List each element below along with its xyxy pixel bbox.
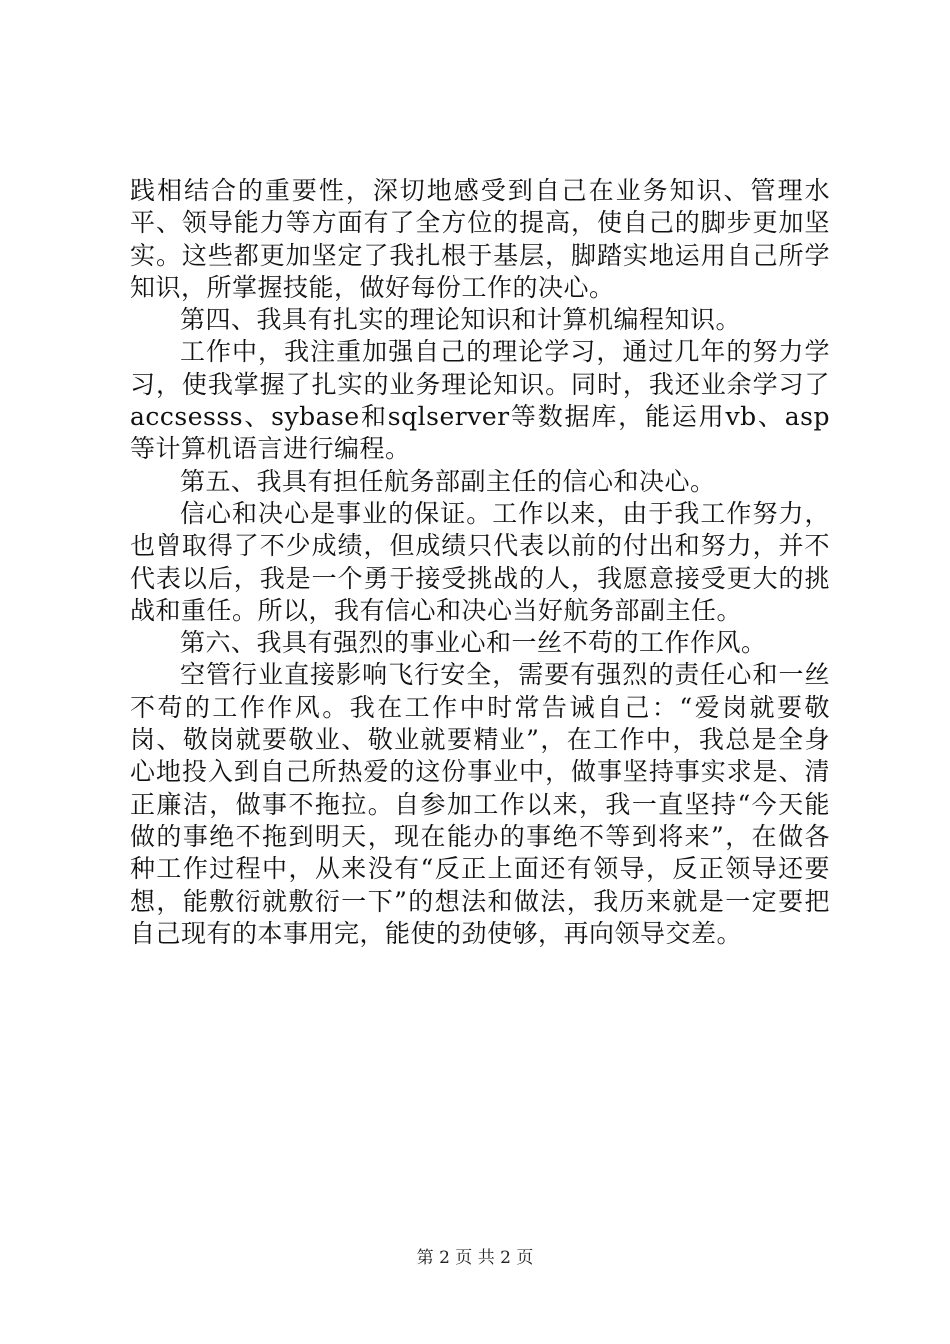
page-footer: 第 2 页 共 2 页	[416, 1248, 534, 1268]
paragraph-2-heading: 第四、我具有扎实的理论知识和计算机编程知识。	[180, 305, 742, 335]
paragraph-4-heading: 第五、我具有担任航务部副主任的信心和决心。	[180, 466, 716, 496]
paragraph-7: 空管行业直接影响飞行安全，需要有强烈的责任心和一丝不苟的工作作风。我在工作中时常告诫自己：“爱岗就要敬岗、敬岗就要敬业、敬业就要精业”，在工作中，我总是全身心地投入到自己所热爱的这份事业中，做事坚持事实求是、清正廉洁，做事不拖拉。自参加工作以来，我一直坚持“今天能做的事绝不拖到明天，现在能办的事绝不等到将来”，在做各种工作过程中，从来没有“反正上面还有领导，反正领导还要想，能敷衍就敷衍一下”的想法和做法，我历来就是一定要把自己现有的本事用完，能使的劲使够，再向领导交差。	[130, 660, 830, 948]
document-body	[130, 175, 830, 950]
paragraph-3: 工作中，我注重加强自己的理论学习，通过几年的努力学习，使我掌握了扎实的业务理论知识。同时，我还业余学习了accsesss、sybase和sqlserver等数据库，能运用vb、asp等计算机语言进行编程。	[130, 337, 830, 464]
paragraph-6-heading: 第六、我具有强烈的事业心和一丝不苟的工作作风。	[180, 628, 767, 658]
paragraph-5: 信心和决心是事业的保证。工作以来，由于我工作努力，也曾取得了不少成绩，但成绩只代表以前的付出和努力，并不代表以后，我是一个勇于接受挑战的人，我愿意接受更大的挑战和重任。所以，我有信心和决心当好航务部副主任。	[130, 498, 830, 625]
paragraph-1: 践相结合的重要性，深切地感受到自己在业务知识、管理水平、领导能力等方面有了全方位的提高，使自己的脚步更加坚实。这些都更加坚定了我扎根于基层，脚踏实地运用自己所学知识，所掌握技能，做好每份工作的决心。	[130, 176, 830, 302]
